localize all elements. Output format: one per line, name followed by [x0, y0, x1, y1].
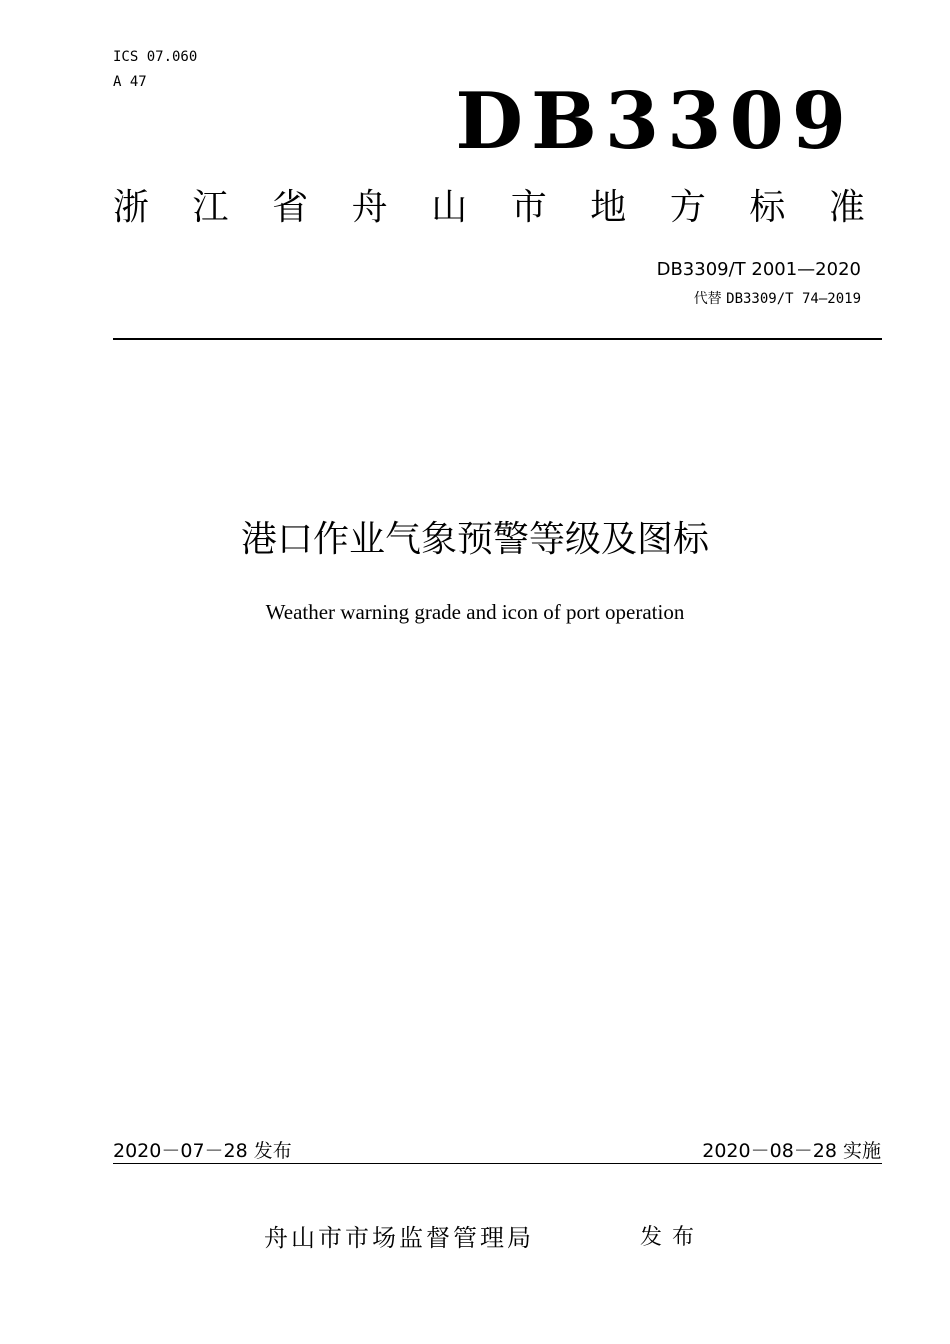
document-title-chinese: 港口作业气象预警等级及图标 — [240, 519, 709, 560]
standard-type-char: 省 — [272, 187, 309, 228]
standard-type-char: 舟 — [351, 187, 388, 228]
footer-divider — [113, 1163, 882, 1164]
replaces-line — [694, 290, 861, 308]
standard-type-char: 市 — [510, 187, 547, 228]
publisher-name: 舟山市市场监督管理局 — [264, 1224, 534, 1252]
replaces-label: 代替 — [693, 291, 722, 307]
standard-type-char: 方 — [669, 187, 706, 228]
standard-type-char: 地 — [590, 187, 627, 228]
ics-code: ICS 07.060 — [113, 49, 198, 65]
header-divider — [113, 338, 882, 340]
standard-logo: DB3309 — [455, 76, 854, 167]
replaces-code: DB3309/T 74—2019 — [726, 291, 861, 307]
implementation-date: 2020－08－28 实施 — [702, 1140, 881, 1162]
classification-code: A 47 — [113, 74, 147, 90]
standard-number: DB3309/T 2001—2020 — [656, 259, 861, 280]
standard-type-char: 江 — [192, 187, 229, 228]
standard-type-char: 标 — [749, 187, 786, 228]
publish-label: 发布 — [640, 1225, 705, 1250]
standard-type-char: 准 — [828, 187, 865, 228]
standard-type-heading — [113, 184, 865, 232]
issue-date: 2020－07－28 发布 — [113, 1140, 292, 1162]
document-title-english: Weather warning grade and icon of port operation — [265, 600, 685, 624]
standard-type-char: 浙 — [113, 187, 150, 228]
standard-type-char: 山 — [431, 187, 468, 228]
